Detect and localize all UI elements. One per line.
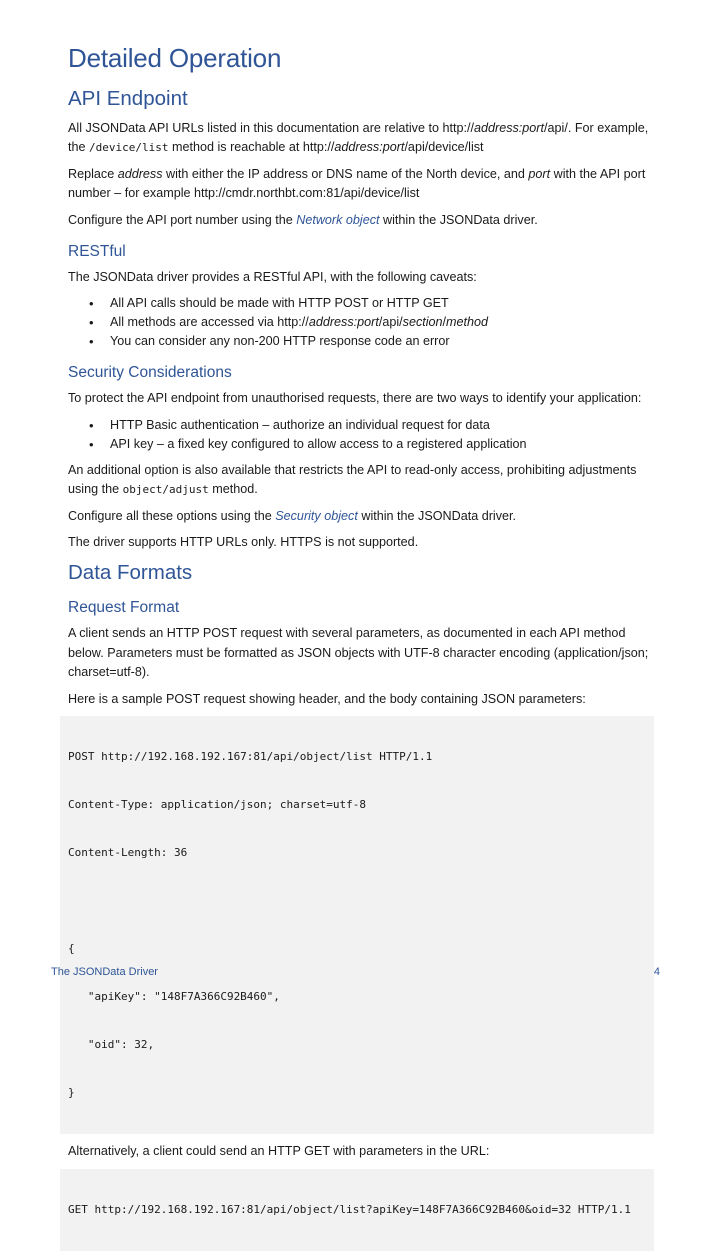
api-endpoint-paragraph-1: All JSONData API URLs listed in this documentation are relative to http://address:port/api/. For example, the /device/list method is reachable at http://address:port/api/device/list: [68, 121, 649, 155]
code-line: "apiKey": "148F7A366C92B460",: [68, 990, 280, 1004]
footer-page-number: 4: [653, 966, 660, 978]
list-item: • API key – a fixed key configured to allow access to a registered application: [110, 435, 656, 454]
request-format-paragraph-3: Alternatively, a client could send an HTTP GET with parameters in the URL:: [68, 1144, 490, 1159]
api-endpoint-paragraph-3: Configure the API port number using the Network object within the JSONData driver.: [68, 212, 538, 227]
code-line: GET http://192.168.192.167:81/api/object/list?apiKey=148F7A366C92B460&oid=32 HTTP/1.1: [68, 1202, 631, 1216]
security-object-link[interactable]: Security object: [275, 508, 358, 523]
footer-document-title: The JSONData Driver: [51, 966, 158, 978]
security-readonly-paragraph: An additional option is also available that restricts the API to read-only access, prohibiting adjustments using the object/adjust method.: [68, 462, 637, 497]
list-item: • You can consider any non-200 HTTP response code an error: [110, 332, 656, 351]
code-line: }: [68, 1086, 75, 1100]
list-item: • HTTP Basic authentication – authorize an individual request for data: [110, 416, 656, 435]
restful-bullet-list: [68, 294, 656, 351]
code-line: Content-Type: application/json; charset=utf-8: [68, 798, 367, 812]
security-considerations-heading: Security Considerations: [68, 364, 232, 382]
code-line: [60, 893, 654, 909]
document-page: [68, 40, 656, 1259]
network-object-link[interactable]: Network object: [296, 212, 380, 227]
security-intro: To protect the API endpoint from unauthorised requests, there are two ways to identify your application:: [68, 391, 642, 406]
page-footer: [51, 966, 660, 978]
security-configure-paragraph: Configure all these options using the Security object within the JSONData driver.: [68, 508, 517, 523]
page-title: Detailed Operation: [68, 43, 282, 73]
request-format-paragraph-1: A client sends an HTTP POST request with several parameters, as documented in each API method below. Parameters must be formatted as JSON objects with UTF-8 character encoding (application/json; charset=utf-8).: [68, 626, 649, 680]
code-line: POST http://192.168.192.167:81/api/object/list HTTP/1.1: [68, 750, 433, 764]
data-formats-heading: Data Formats: [68, 561, 193, 585]
list-item: • All methods are accessed via http://address:port/api/section/method: [110, 313, 656, 332]
api-endpoint-heading: API Endpoint: [68, 87, 188, 110]
code-line: "oid": 32,: [68, 1038, 155, 1052]
code-line: Content-Length: 36: [68, 846, 188, 860]
request-format-heading: Request Format: [68, 599, 180, 617]
inline-code-object-adjust: object/adjust: [122, 483, 209, 497]
https-note: The driver supports HTTP URLs only. HTTPS is not supported.: [68, 535, 419, 550]
code-line: {: [68, 942, 75, 956]
get-request-code-block: [60, 1169, 654, 1251]
security-bullet-list: [68, 416, 656, 454]
list-item: • All API calls should be made with HTTP POST or HTTP GET: [110, 294, 656, 313]
request-format-paragraph-2: Here is a sample POST request showing header, and the body containing JSON parameters:: [68, 691, 586, 706]
restful-intro: The JSONData driver provides a RESTful API, with the following caveats:: [68, 270, 477, 285]
api-endpoint-paragraph-2: Replace address with either the IP address or DNS name of the North device, and port with the API port number – for example http://cmdr.northbt.com:81/api/device/list: [68, 166, 646, 201]
inline-code-device-list: /device/list: [89, 141, 169, 155]
restful-heading: RESTful: [68, 243, 126, 261]
post-request-code-block: [60, 716, 654, 1134]
